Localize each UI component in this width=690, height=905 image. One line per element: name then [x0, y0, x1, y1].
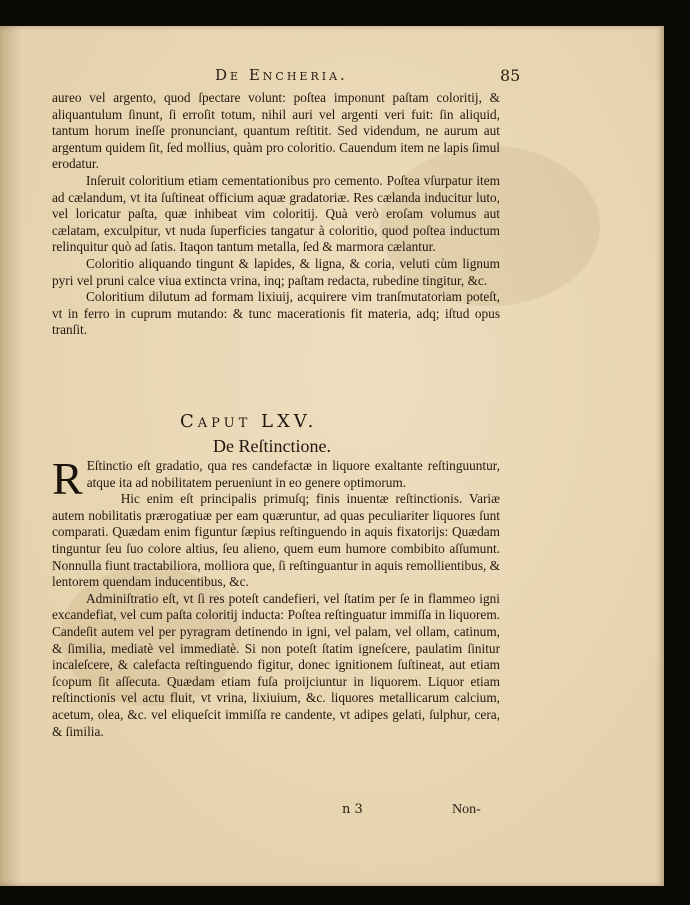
paragraph: Adminiſtratio eſt, vt ſi res poteſt candefieri, vel ſtatim per ſe in flammeo igni excandefiat, vel cum paſta coloritij inducta: Poſtea reſtinguatur immiſſa in liquorem. Candeſit autem vel per pyragram detinendo in igni, vel palam, vel ollam, catinum, & ſimilia, mediatè vel immediatè. Si non poteſt ſtatim igneſcere, paulatim ſinitur incaleſcere, & calefacta reſtinguendo figitur, donec ignitionem ſuſtineat, aut etiam ſcopum ſit aſſecuta. Quædam etiam fuſa proijciuntur in liquorem. Liquor etiam reſtinctionis vel actu fluit, vt vrina, lixiuium, &c. liquores metallicarum calcium, acetum, olea, &c. vel eliqueſcit immiſſa re candente, vt adipes gelati, ſulphur, cera, & ſimilia. [52, 590, 500, 739]
paragraph: Hic enim eſt principalis primuſq; finis inuentæ reſtinctionis. Variæ autem nobilitatis prærogatiuæ per eam quæruntur, ad quas peculiariter liquores ſunt comparati. Quædam enim figuntur ſæpius reſtinguendo in aquis fixatorijs: Quædam tinguntur ſeu ſuo colore altius, ſeu alieno, quem eum humore combibito aſſumunt. Nonnulla fiunt tractabiliora, molliora que, ſi reſtinguantur in aquis remollientibus, & lentorem quendam inducentibus, &c. [52, 491, 500, 590]
page-number: 85 [500, 66, 521, 85]
paragraph: Coloritio aliquando tingunt & lapides, & ligna, & coria, veluti cùm lignum pyri vel pruni calce viua extincta vrina, inq; paſtam redacta, rubedine tingitur, &c. [52, 255, 500, 288]
catchword: Non- [452, 802, 481, 817]
paragraph: aureo vel argento, quod ſpectare volunt: poſtea imponunt paſtam coloritij, & aliquantulum ſinunt, ſi erroſit totum, nihil auri vel argenti veri fuit: ſin aliquid, tantum horum ineſſe pronunciant, quantum reſtitit. Sed videndum, ne aurum aut argentum quidem ſit, ſed mollius, quàm pro coloritio. Cauendum item ne lapis ſimul erodatur. [52, 90, 500, 172]
running-head: De Encheria. [215, 66, 348, 84]
chapter-subtitle: De Reſtinctione. [213, 436, 331, 456]
opening-paragraph [52, 453, 500, 504]
signature-mark: n 3 [342, 802, 363, 817]
drop-cap: R [52, 453, 83, 504]
opening-text: Eſtinctio eſt gradatio, qua res candefactæ in liquore exaltante reſtinguuntur, atque ita ad nobilitatem perueniunt in eo genere optimorum. [86, 458, 500, 490]
paragraph: Coloritium dilutum ad formam lixiuij, acquirere vim tranſmutatoriam poteſt, vt in ferro in cuprum mutando: & tunc macerationis fit materia, adq; iſtud opus tranſit. [52, 289, 500, 338]
paragraph: Inſeruit coloritium etiam cementationibus pro cemento. Poſtea vſurpatur item ad cælandum, vt ita ſuſtineat officium aquæ gradatoriæ. Res cælanda inducitur luto, vel loricatur paſta, quæ inhibeat vim coloritij. Quà verò eroſam volumus aut cælatam, exculpitur, vt nuda ſuperficies tangatur à coloritio, quod poſtea inductum relinquitur quò ad ſatis. Itaqon tantum metalla, ſed & marmora cælantur. [52, 172, 500, 255]
chapter-heading: Caput LXV. [180, 411, 318, 432]
text-block-lower [52, 453, 500, 740]
book-page [0, 26, 664, 886]
text-block-upper [52, 90, 500, 339]
